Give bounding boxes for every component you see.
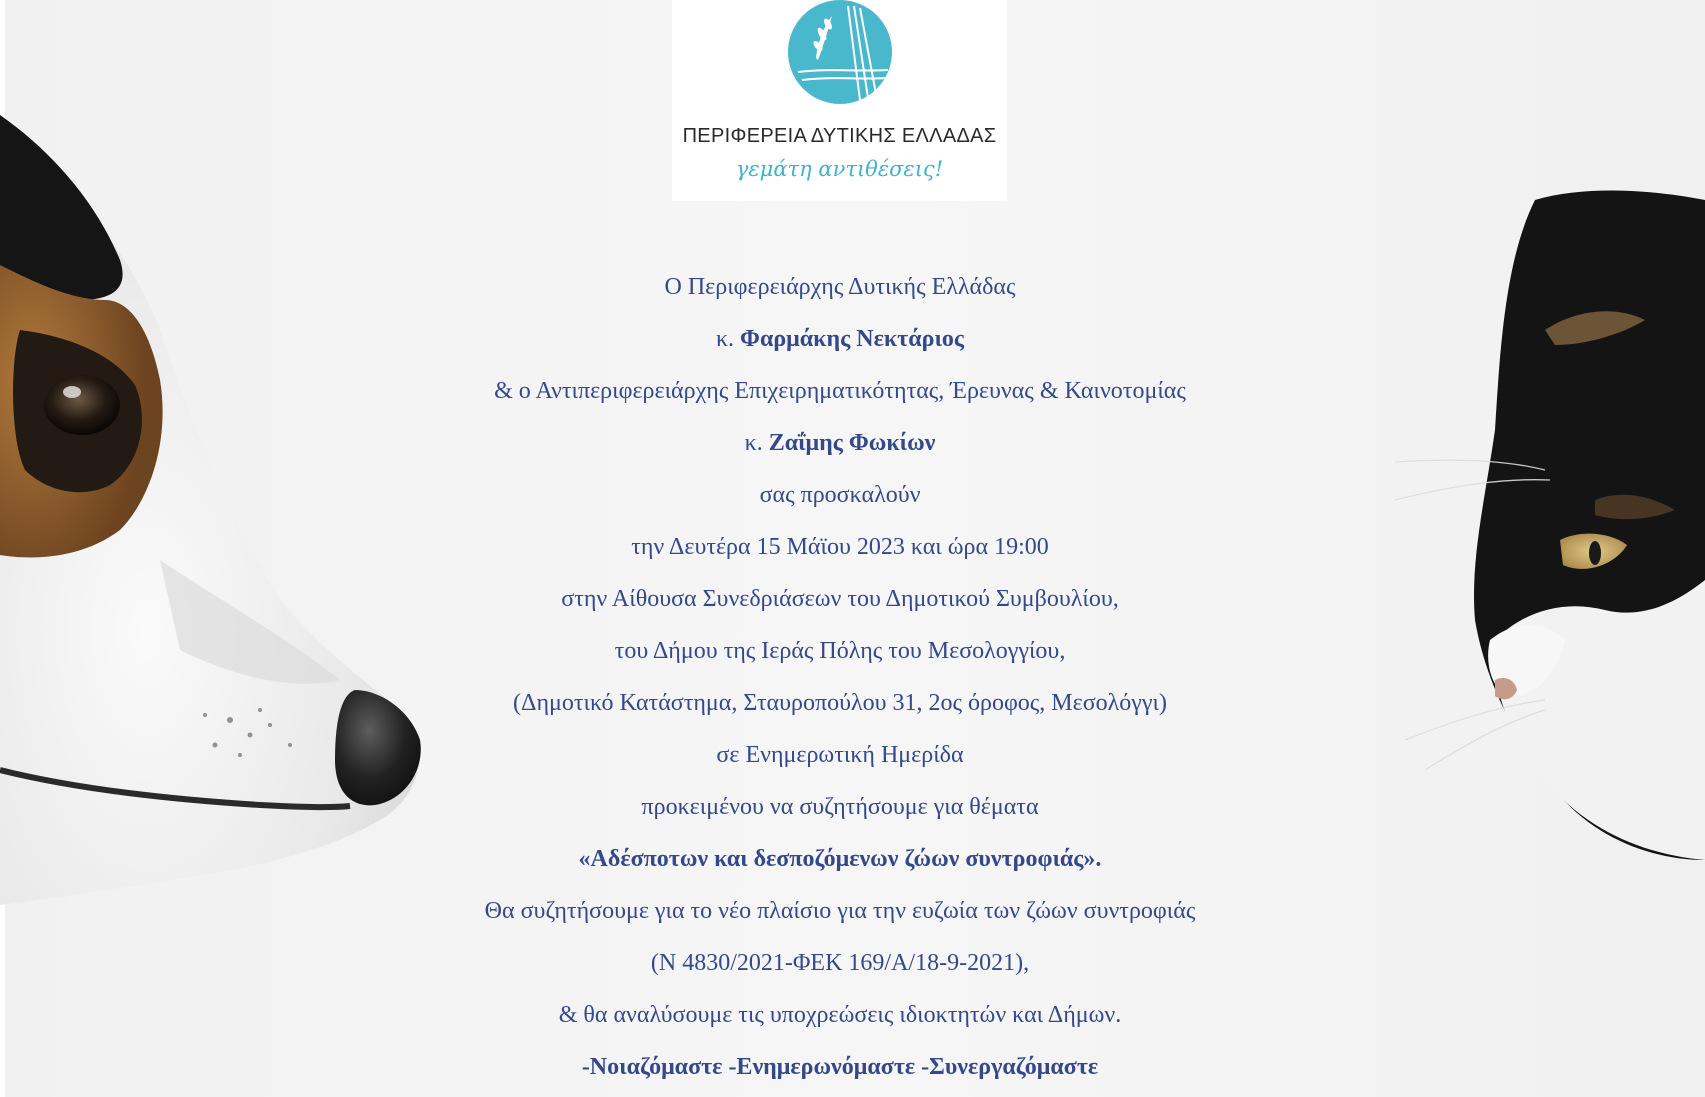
event-date: την Δευτέρα 15 Μάϊου 2023 και ώρα 19:00 bbox=[631, 534, 1049, 560]
invitation-line-1: Ο Περιφερειάρχης Δυτικής Ελλάδας bbox=[664, 274, 1016, 300]
region-logo bbox=[672, 0, 1007, 201]
event-motto: -Νοιαζόμαστε -Ενημερωνόμαστε -Συνεργαζόμαστε bbox=[581, 1054, 1099, 1080]
honorific: κ. bbox=[715, 326, 735, 352]
governor-name: Φαρμάκης Νεκτάριος bbox=[740, 326, 965, 352]
invitation-line-5: σας προσκαλούν bbox=[759, 482, 921, 508]
logo-slogan: γεμάτη αντιθέσεις! bbox=[735, 157, 944, 181]
invitation-line-4 bbox=[440, 428, 1240, 458]
event-address: (Δημοτικό Κατάστημα, Σταυροπούλου 31, 2ος όροφος, Μεσολόγγι) bbox=[513, 690, 1167, 716]
invitation-line-15: & θα αναλύσουμε τις υποχρεώσεις ιδιοκτητών και Δήμων. bbox=[558, 1002, 1122, 1028]
invitation-line-13: Θα συζητήσουμε για το νέο πλαίσιο για την ευζωία των ζώων συντροφιάς bbox=[484, 898, 1196, 924]
deputy-governor-name: Ζαΐμης Φωκίων bbox=[768, 430, 936, 456]
law-reference: (Ν 4830/2021-ΦΕΚ 169/Α/18-9-2021), bbox=[650, 950, 1030, 976]
event-municipality: του Δήμου της Ιεράς Πόλης του Μεσολογγίου, bbox=[614, 638, 1066, 664]
cat-image bbox=[1395, 0, 1705, 1097]
invitation-line-11: προκειμένου να συζητήσουμε για θέματα bbox=[641, 794, 1039, 820]
event-venue: στην Αίθουσα Συνεδριάσεων του Δημοτικού Συμβουλίου, bbox=[561, 586, 1119, 612]
dog-image bbox=[0, 0, 460, 1097]
honorific: κ. bbox=[744, 430, 763, 456]
invitation-line-3: & ο Αντιπεριφερειάρχης Επιχειρηματικότητας, Έρευνας & Καινοτομίας bbox=[494, 378, 1186, 404]
invitation-line-2 bbox=[440, 324, 1240, 354]
logo-emblem-icon bbox=[788, 0, 892, 104]
event-type: σε Ενημερωτική Ημερίδα bbox=[716, 742, 964, 768]
logo-name: ΠΕΡΙΦΕΡΕΙΑ ΔΥΤΙΚΗΣ ΕΛΛΑΔΑΣ bbox=[682, 125, 997, 147]
event-topic: «Αδέσποτων και δεσποζόμενων ζώων συντροφιάς». bbox=[578, 846, 1102, 872]
